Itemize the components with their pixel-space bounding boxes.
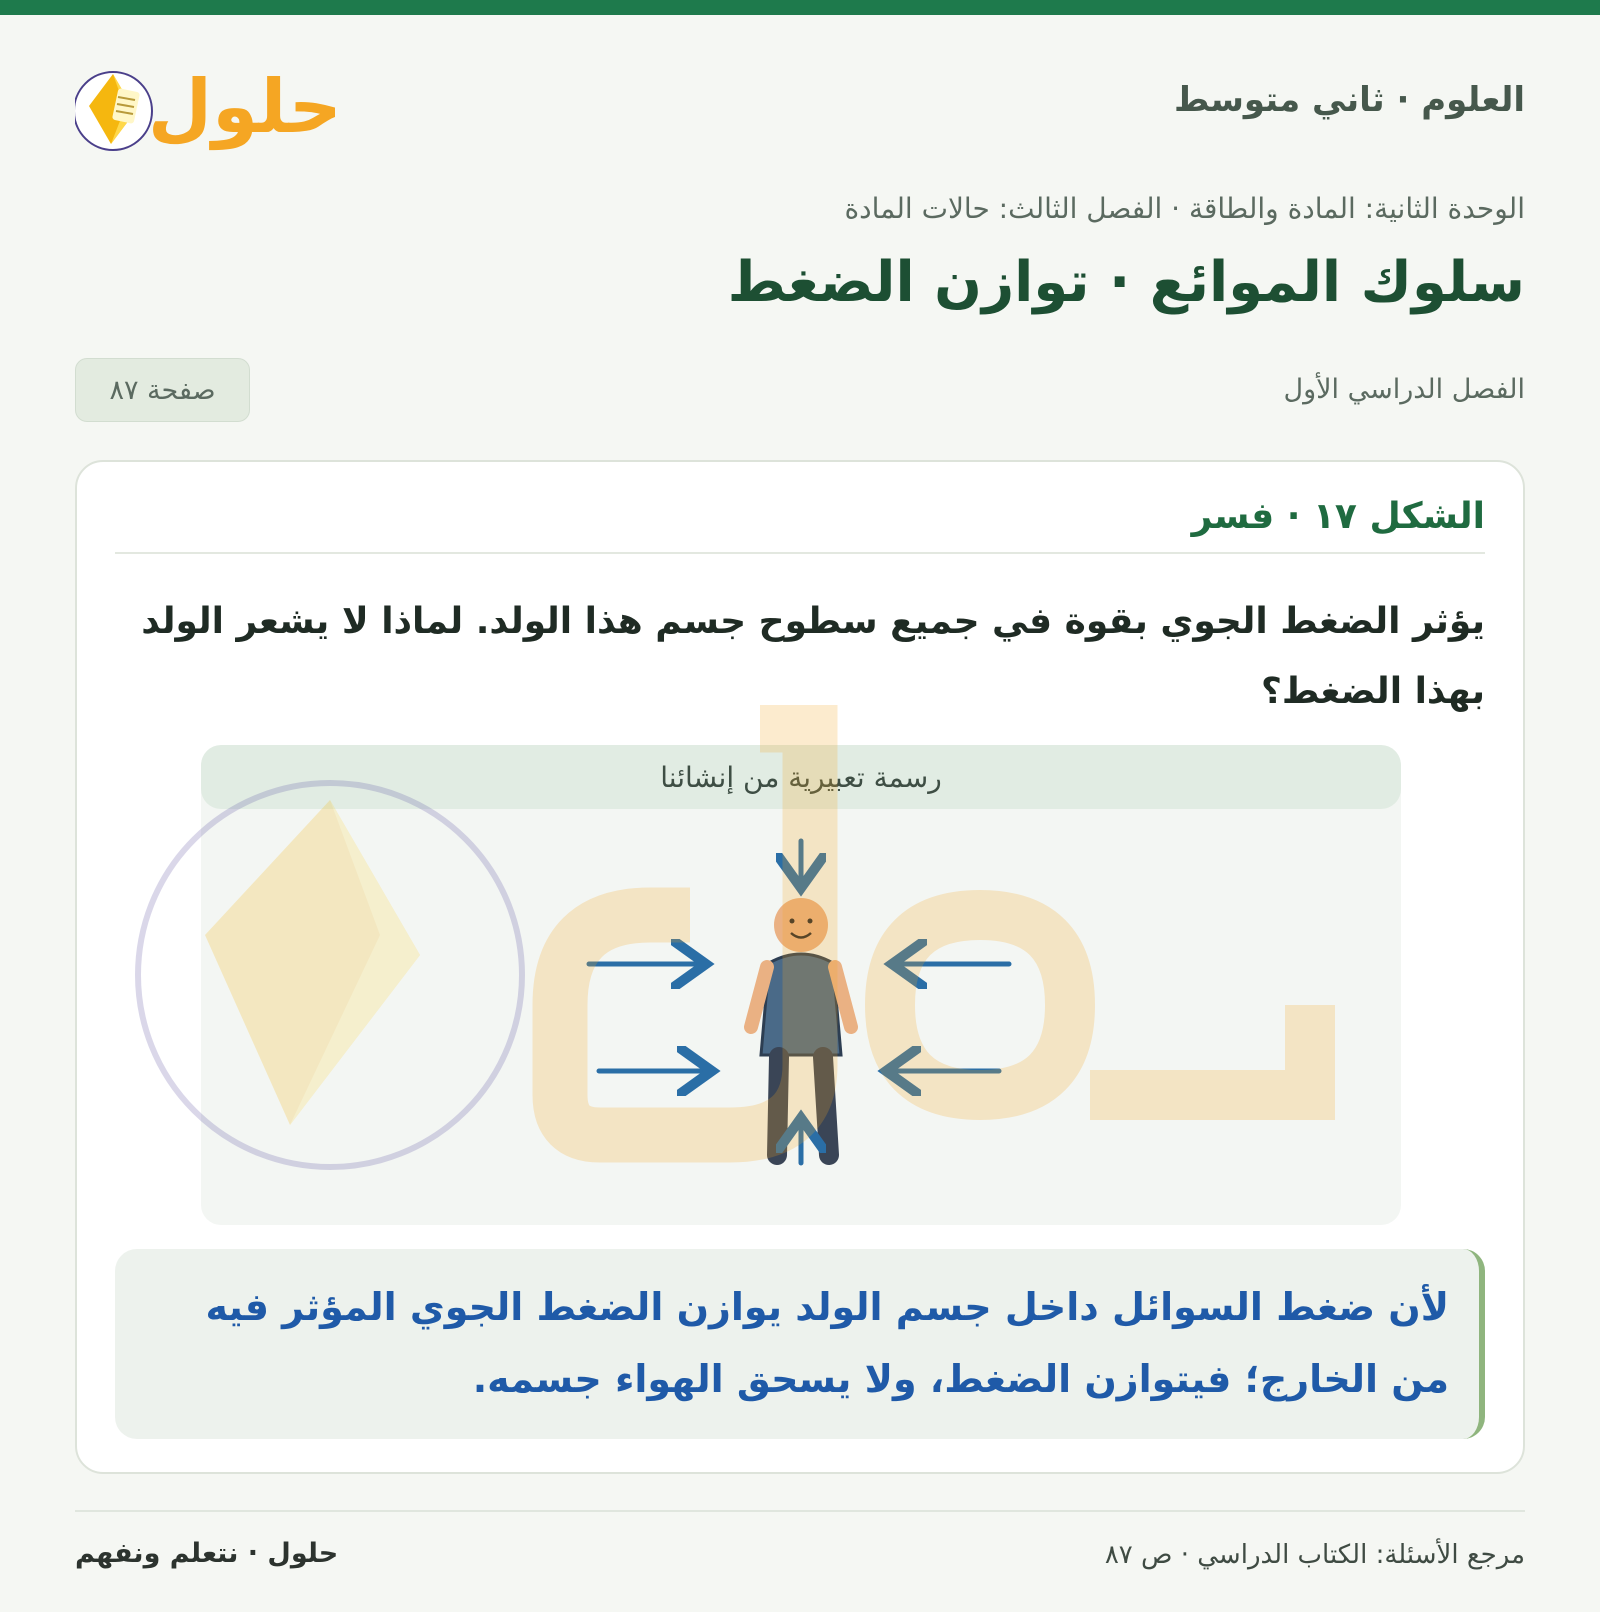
question-text: يؤثر الضغط الجوي بقوة في جميع سطوح جسم هذا الولد. لماذا لا يشعر الولد بهذا الضغط؟ xyxy=(141,601,1485,712)
logo-text: حلول xyxy=(147,64,335,150)
boy-figure xyxy=(751,898,851,1155)
illustration-panel xyxy=(201,745,1401,1225)
answer-box: لأن ضغط السوائل داخل جسم الولد يوازن الضغط الجوي المؤثر فيه من الخارج؛ فيتوازن الضغط، ولا يسحق الهواء جسمه. xyxy=(115,1249,1485,1439)
figure-label: الشكل ١٧ · فسر xyxy=(1191,496,1485,537)
boy-pressure-illustration xyxy=(201,745,1401,1225)
illustration-caption: رسمة تعبيرية من إنشائنا xyxy=(201,745,1401,809)
question-card xyxy=(75,460,1525,1474)
term-label: الفصل الدراسي الأول xyxy=(1283,374,1525,405)
footer-divider xyxy=(75,1510,1525,1512)
header xyxy=(75,50,1525,160)
top-accent-bar xyxy=(0,0,1600,15)
site-logo[interactable] xyxy=(75,50,335,160)
footer-brand[interactable]: حلول · نتعلم ونفهم xyxy=(75,1538,339,1569)
book-diamond-icon xyxy=(75,50,335,160)
card-header xyxy=(115,492,1485,554)
unit-breadcrumb: الوحدة الثانية: المادة والطاقة · الفصل الثالث: حالات المادة xyxy=(844,192,1525,225)
subject-label: العلوم · ثاني متوسط xyxy=(1174,80,1525,120)
lesson-title: سلوك الموائع · توازن الضغط xyxy=(727,250,1525,315)
footer-reference: مرجع الأسئلة: الكتاب الدراسي · ص ٨٧ xyxy=(1104,1540,1525,1570)
page-badge: صفحة ٨٧ xyxy=(75,358,250,422)
